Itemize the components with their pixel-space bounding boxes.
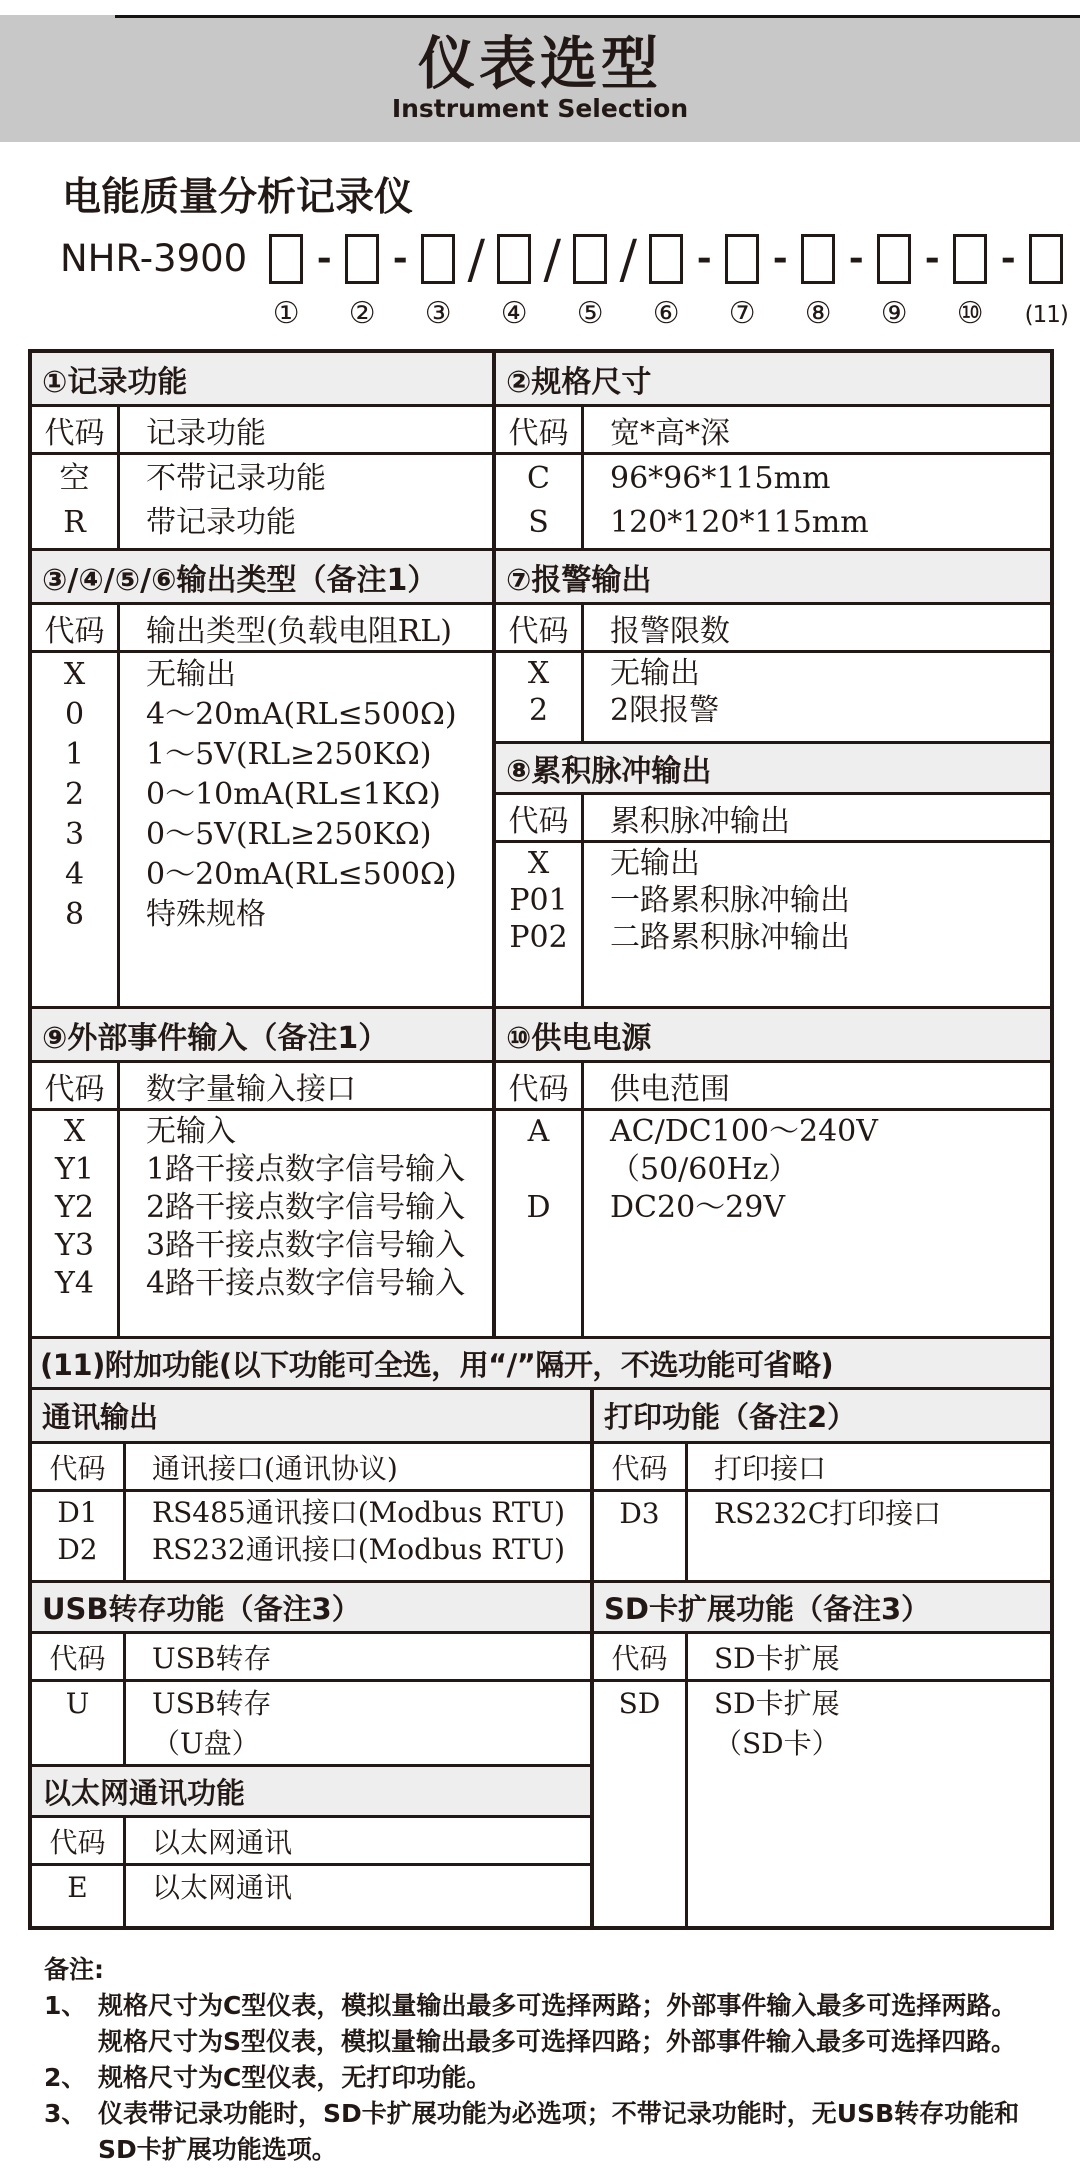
cell-line: X <box>527 846 550 881</box>
model-segment <box>491 234 537 331</box>
col-comm-usb-eth <box>32 1390 594 1926</box>
code-header: 代码 <box>496 407 584 452</box>
section-body <box>32 1111 492 1336</box>
col-alarm-pulse <box>496 551 1050 1006</box>
cell-line: （SD卡） <box>714 1727 840 1760</box>
note-text <box>98 1988 1080 2060</box>
catalog-page <box>0 15 1080 2178</box>
model-segment <box>339 234 385 331</box>
code-cells <box>32 653 120 1006</box>
cell-line: RS232C打印接口 <box>714 1497 942 1530</box>
section-title: ⑨外部事件输入（备注1） <box>32 1009 492 1063</box>
cell-line: 3 <box>64 817 85 852</box>
column-header-row <box>496 1063 1050 1111</box>
desc-cells <box>584 653 1050 741</box>
dash-separator: - <box>316 237 332 279</box>
option-box <box>421 234 455 284</box>
section-ethernet <box>32 1764 590 1926</box>
desc-header: 打印接口 <box>714 1451 827 1485</box>
note-item <box>44 1988 1080 2060</box>
column-header-row <box>32 1818 590 1866</box>
cell-line: 3路干接点数字信号输入 <box>146 1228 466 1263</box>
column-header-row <box>32 407 492 455</box>
notes-label: 备注: <box>44 1955 104 1984</box>
col-output-type <box>32 551 496 1006</box>
cell-line: R <box>63 505 86 540</box>
note-text <box>98 2060 1080 2096</box>
banner-subtitle: Instrument Selection <box>391 94 689 123</box>
segment-number: ⑨ <box>880 296 908 331</box>
cell-line: RS232通讯接口(Modbus RTU) <box>152 1533 566 1566</box>
column-header-row <box>32 1634 590 1682</box>
code-cells <box>32 1866 126 1926</box>
cell-line: 不带记录功能 <box>146 461 326 496</box>
cell-line: Y4 <box>55 1266 94 1301</box>
cell-line: E <box>67 1871 88 1904</box>
section-sd-card <box>594 1580 1050 1926</box>
desc-header: 记录功能 <box>146 415 266 451</box>
cell-line: 无输出 <box>146 657 236 692</box>
code-header: 代码 <box>496 605 584 650</box>
cell-line: D1 <box>57 1496 98 1529</box>
section-body <box>496 455 1050 548</box>
table-row-1 <box>32 353 1050 548</box>
code-cells <box>32 1111 120 1336</box>
cell-line: 0～5V(RL≥250KΩ) <box>146 817 432 852</box>
slash-separator: / <box>619 230 637 290</box>
cell-line: 特殊规格 <box>146 897 266 932</box>
code-cells <box>32 1492 126 1580</box>
model-segments-row <box>263 230 1069 333</box>
segment-number: ③ <box>424 296 452 331</box>
col-size-spec <box>496 353 1050 548</box>
dash-separator: - <box>772 237 788 279</box>
segment-number: (11) <box>1024 302 1068 328</box>
cell-line: 规格尺寸为C型仪表，无打印功能。 <box>98 2063 492 2092</box>
cell-line: 规格尺寸为S型仪表，模拟量输出最多可选择四路；外部事件输入最多可选择四路。 <box>98 2027 1017 2056</box>
section-body <box>496 1111 1050 1336</box>
banner <box>0 15 1080 142</box>
desc-header: USB转存 <box>152 1641 272 1675</box>
option-box <box>877 234 911 284</box>
desc-header: 宽*高*深 <box>610 415 730 451</box>
section-title: 通讯输出 <box>32 1390 590 1444</box>
cell-line: 规格尺寸为C型仪表，模拟量输出最多可选择两路；外部事件输入最多可选择两路。 <box>98 1991 1017 2020</box>
cell-line: 0～20mA(RL≤500Ω) <box>146 857 457 892</box>
code-header: 代码 <box>594 1444 688 1489</box>
cell-line: A <box>527 1114 550 1149</box>
option-box <box>269 234 303 284</box>
code-cells <box>496 653 584 741</box>
cell-line: 1 <box>64 737 85 772</box>
model-segment <box>1023 234 1069 333</box>
desc-cells <box>120 455 492 548</box>
section-power-supply <box>496 1009 1050 1336</box>
code-header: 代码 <box>496 1063 584 1108</box>
column-header-row <box>32 605 492 653</box>
cell-line: DC20～29V <box>610 1190 786 1225</box>
cell-line: Y3 <box>55 1228 94 1263</box>
cell-line: USB转存 <box>152 1687 272 1720</box>
note-number: 1、 <box>44 1991 87 2020</box>
desc-cells <box>584 1111 1050 1336</box>
model-segment <box>947 234 993 331</box>
section-title: ⑩供电电源 <box>496 1009 1050 1063</box>
desc-cells <box>126 1682 590 1764</box>
section-title: USB转存功能（备注3） <box>32 1580 590 1634</box>
cell-line: 2 <box>64 777 85 812</box>
code-cells <box>594 1682 688 1926</box>
addon-function-header: (11)附加功能(以下功能可全选，用“/”隔开，不选功能可省略) <box>32 1336 1050 1390</box>
section-title: ①记录功能 <box>32 353 492 407</box>
code-header: 代码 <box>32 1444 126 1489</box>
segment-number: ① <box>272 296 300 331</box>
desc-header: SD卡扩展 <box>714 1641 840 1675</box>
model-segment <box>795 234 841 331</box>
option-box <box>649 234 683 284</box>
section-title: ⑦报警输出 <box>496 551 1050 605</box>
cell-line: X <box>63 657 86 692</box>
note-item <box>44 2096 1080 2168</box>
section-usb-transfer <box>32 1580 590 1764</box>
desc-header: 报警限数 <box>610 613 730 649</box>
page-top-rule <box>115 15 1080 18</box>
segment-number: ⑥ <box>652 296 680 331</box>
section-body <box>32 653 492 1006</box>
desc-header: 输出类型(负载电阻RL) <box>146 613 452 649</box>
code-cells <box>32 455 120 548</box>
cell-line: （U盘） <box>152 1727 260 1760</box>
cell-line: 二路累积脉冲输出 <box>610 920 850 955</box>
dash-separator: - <box>392 237 408 279</box>
cell-line: 1～5V(RL≥250KΩ) <box>146 737 432 772</box>
col-print-sd <box>594 1390 1050 1926</box>
cell-line: （50/60Hz） <box>610 1152 799 1187</box>
cell-line: 2路干接点数字信号输入 <box>146 1190 466 1225</box>
cell-line: 2 <box>528 693 549 728</box>
column-header-row <box>594 1634 1050 1682</box>
code-header: 代码 <box>32 407 120 452</box>
desc-header: 数字量输入接口 <box>146 1071 356 1107</box>
dash-separator: - <box>1000 237 1016 279</box>
section-external-event-input <box>32 1009 492 1336</box>
section-alarm-output <box>496 551 1050 741</box>
cell-line: 4～20mA(RL≤500Ω) <box>146 697 457 732</box>
cell-line: 一路累积脉冲输出 <box>610 883 850 918</box>
cell-line <box>32 1724 123 1764</box>
column-header-row <box>32 1444 590 1492</box>
cell-line: AC/DC100～240V <box>610 1114 878 1149</box>
selection-table <box>28 349 1054 1930</box>
cell-line: 仪表带记录功能时，SD卡扩展功能为必选项；不带记录功能时，无USB转存功能和 <box>98 2099 1020 2128</box>
cell-line: D3 <box>619 1497 660 1530</box>
code-header: 代码 <box>32 1818 126 1863</box>
col-external-event <box>32 1009 496 1336</box>
desc-cells <box>120 653 492 1006</box>
code-header: 代码 <box>32 605 120 650</box>
desc-header: 以太网通讯 <box>152 1825 293 1859</box>
cell-line: 0 <box>64 697 85 732</box>
section-title: 打印功能（备注2） <box>594 1390 1050 1444</box>
cell-line: X <box>527 656 550 691</box>
column-header-row <box>594 1444 1050 1492</box>
desc-cells <box>120 1111 492 1336</box>
cell-line: 96*96*115mm <box>610 461 831 496</box>
desc-cells <box>688 1682 1050 1926</box>
cell-line: 120*120*115mm <box>610 505 869 540</box>
section-record-function <box>32 353 492 548</box>
cell-line: SD卡扩展功能选项。 <box>98 2135 337 2164</box>
model-segment <box>871 234 917 331</box>
model-segment <box>415 234 461 331</box>
cell-line: 4路干接点数字信号输入 <box>146 1266 466 1301</box>
dash-separator: - <box>924 237 940 279</box>
model-prefix: NHR-3900 <box>60 237 248 280</box>
cell-line: D2 <box>57 1533 98 1566</box>
option-box <box>953 234 987 284</box>
column-header-row <box>496 605 1050 653</box>
section-body <box>32 455 492 548</box>
segment-number: ② <box>348 296 376 331</box>
cell-line: S <box>528 505 549 540</box>
model-segment <box>719 234 765 331</box>
section-body <box>32 1492 590 1580</box>
cell-line: 2限报警 <box>610 693 720 728</box>
column-header-row <box>496 407 1050 455</box>
section-size-spec <box>496 353 1050 548</box>
note-item <box>44 2060 1080 2096</box>
segment-number: ⑤ <box>576 296 604 331</box>
product-title: 电能质量分析记录仪 <box>62 175 414 220</box>
table-row-3 <box>32 1006 1050 1336</box>
cell-line: 以太网通讯 <box>152 1871 293 1904</box>
cell-line: 无输入 <box>146 1114 236 1149</box>
code-header: 代码 <box>496 795 584 840</box>
code-header: 代码 <box>594 1634 688 1679</box>
banner-title: 仪表选型 <box>418 31 662 97</box>
code-cells <box>594 1492 688 1580</box>
cell-line: SD <box>618 1687 661 1720</box>
model-segment <box>643 234 689 331</box>
section-title: 以太网通讯功能 <box>32 1764 590 1818</box>
note-text <box>98 2096 1080 2168</box>
code-cells <box>32 1682 126 1764</box>
section-pulse-output <box>496 741 1050 1006</box>
code-cells <box>496 455 584 548</box>
col-power-supply <box>496 1009 1050 1336</box>
cell-line: 空 <box>59 461 90 496</box>
section-print-function <box>594 1390 1050 1580</box>
section-output-type <box>32 551 492 1006</box>
segment-number: ④ <box>500 296 528 331</box>
option-box <box>497 234 531 284</box>
cell-line: X <box>63 1114 86 1149</box>
column-header-row <box>496 795 1050 843</box>
cell-line: Y2 <box>55 1190 94 1225</box>
cell-line: 无输出 <box>610 846 700 881</box>
desc-cells <box>126 1492 590 1580</box>
cell-line: RS485通讯接口(Modbus RTU) <box>152 1496 566 1529</box>
section-title: ⑧累积脉冲输出 <box>496 741 1050 795</box>
cell-line: U <box>65 1687 90 1720</box>
dash-separator: - <box>848 237 864 279</box>
model-segment <box>263 234 309 331</box>
slash-separator: / <box>543 230 561 290</box>
section-body <box>496 843 1050 1006</box>
model-segment <box>567 234 613 331</box>
cell-line <box>594 1724 685 1764</box>
cell-line: 4 <box>64 857 85 892</box>
option-box <box>1029 234 1063 284</box>
cell-line: 无输出 <box>610 656 700 691</box>
code-header: 代码 <box>32 1634 126 1679</box>
table-row-2 <box>32 548 1050 1006</box>
option-box <box>725 234 759 284</box>
dash-separator: - <box>696 237 712 279</box>
desc-cells <box>688 1492 1050 1580</box>
section-body <box>594 1492 1050 1580</box>
note-number: 3、 <box>44 2099 87 2128</box>
section-body <box>594 1682 1050 1926</box>
code-header: 代码 <box>32 1063 120 1108</box>
option-box <box>345 234 379 284</box>
code-cells <box>496 1111 584 1336</box>
cell-line: 8 <box>64 897 85 932</box>
cell-line: SD卡扩展 <box>714 1687 840 1720</box>
option-box <box>801 234 835 284</box>
cell-line: D <box>526 1190 551 1225</box>
column-header-row <box>32 1063 492 1111</box>
segment-number: ⑩ <box>956 296 984 331</box>
cell-line: 1路干接点数字信号输入 <box>146 1152 466 1187</box>
desc-header: 通讯接口(通讯协议) <box>152 1451 398 1485</box>
code-cells <box>496 843 584 1006</box>
desc-cells <box>126 1866 590 1926</box>
slash-separator: / <box>467 230 485 290</box>
desc-header: 供电范围 <box>610 1071 730 1107</box>
cell-line: P02 <box>509 920 568 955</box>
section-title: ②规格尺寸 <box>496 353 1050 407</box>
desc-header: 累积脉冲输出 <box>610 803 790 839</box>
cell-line <box>496 1151 581 1189</box>
note-number: 2、 <box>44 2063 87 2092</box>
section-title: ③/④/⑤/⑥输出类型（备注1） <box>32 551 492 605</box>
notes-block <box>44 1952 1080 2168</box>
section-body <box>32 1866 590 1926</box>
cell-line: 0～10mA(RL≤1KΩ) <box>146 777 441 812</box>
table-row-5 <box>32 1390 1050 1926</box>
section-title: SD卡扩展功能（备注3） <box>594 1580 1050 1634</box>
option-box <box>573 234 607 284</box>
col-record-function <box>32 353 496 548</box>
desc-cells <box>584 455 1050 548</box>
section-comm-output <box>32 1390 590 1580</box>
model-code-line <box>60 230 1080 333</box>
desc-cells <box>584 843 1050 1006</box>
cell-line: Y1 <box>55 1152 94 1187</box>
section-body <box>32 1682 590 1764</box>
segment-number: ⑧ <box>804 296 832 331</box>
segment-number: ⑦ <box>728 296 756 331</box>
cell-line: P01 <box>509 883 568 918</box>
section-body <box>496 653 1050 741</box>
cell-line: C <box>527 461 550 496</box>
cell-line: 带记录功能 <box>146 505 296 540</box>
